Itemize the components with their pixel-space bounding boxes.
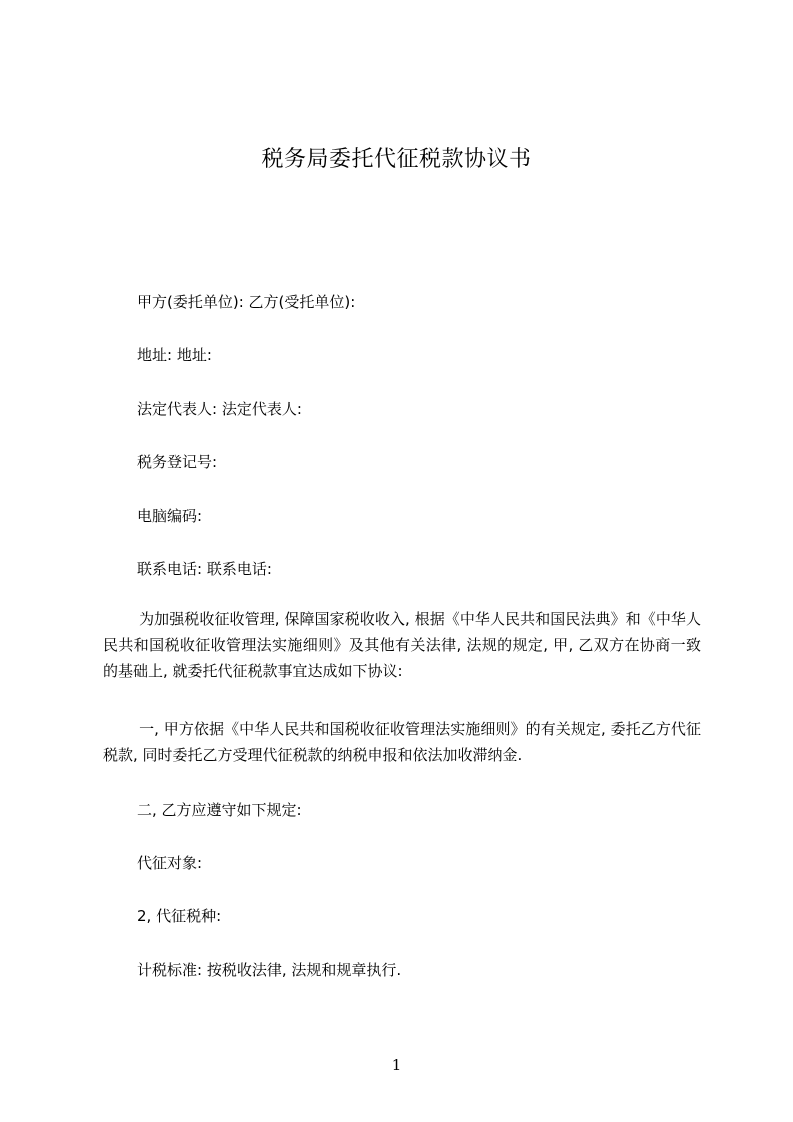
phone-line: 联系电话: 联系电话:	[137, 560, 272, 578]
legal-rep-line: 法定代表人: 法定代表人:	[137, 400, 302, 418]
address-line: 地址: 地址:	[137, 346, 212, 364]
computer-code-line: 电脑编码:	[137, 507, 203, 525]
preamble-text: 为加强税收征收管理, 保障国家税收收入, 根据《中华人民共和国民法典》和《中华人民共和国税收征收管理法实施细则》及其他有关法律, 法规的规定, 甲, 乙双方在协商一致的基础上, 就委托代征税款事宜达成如下协议:	[103, 610, 701, 680]
tax-standard-line: 计税标准: 按税收法律, 法规和规章执行.	[137, 961, 402, 979]
clause-2-heading: 二, 乙方应遵守如下规定:	[137, 801, 302, 819]
clause-1-text: 一, 甲方依据《中华人民共和国税收征收管理法实施细则》的有关规定, 委托乙方代征税款, 同时委托乙方受理代征税款的纳税申报和依法加收滞纳金.	[103, 720, 701, 764]
preamble-paragraph	[103, 606, 701, 684]
clause-1-paragraph	[103, 716, 701, 768]
tax-registration-line: 税务登记号:	[137, 453, 218, 471]
tax-type-line: 2, 代征税种:	[137, 907, 222, 925]
document-title: 税务局委托代征税款协议书	[261, 147, 532, 172]
collection-object-line: 代征对象:	[137, 854, 203, 872]
page-number: 1	[391, 1056, 402, 1074]
parties-line: 甲方(委托单位): 乙方(受托单位):	[137, 293, 356, 311]
